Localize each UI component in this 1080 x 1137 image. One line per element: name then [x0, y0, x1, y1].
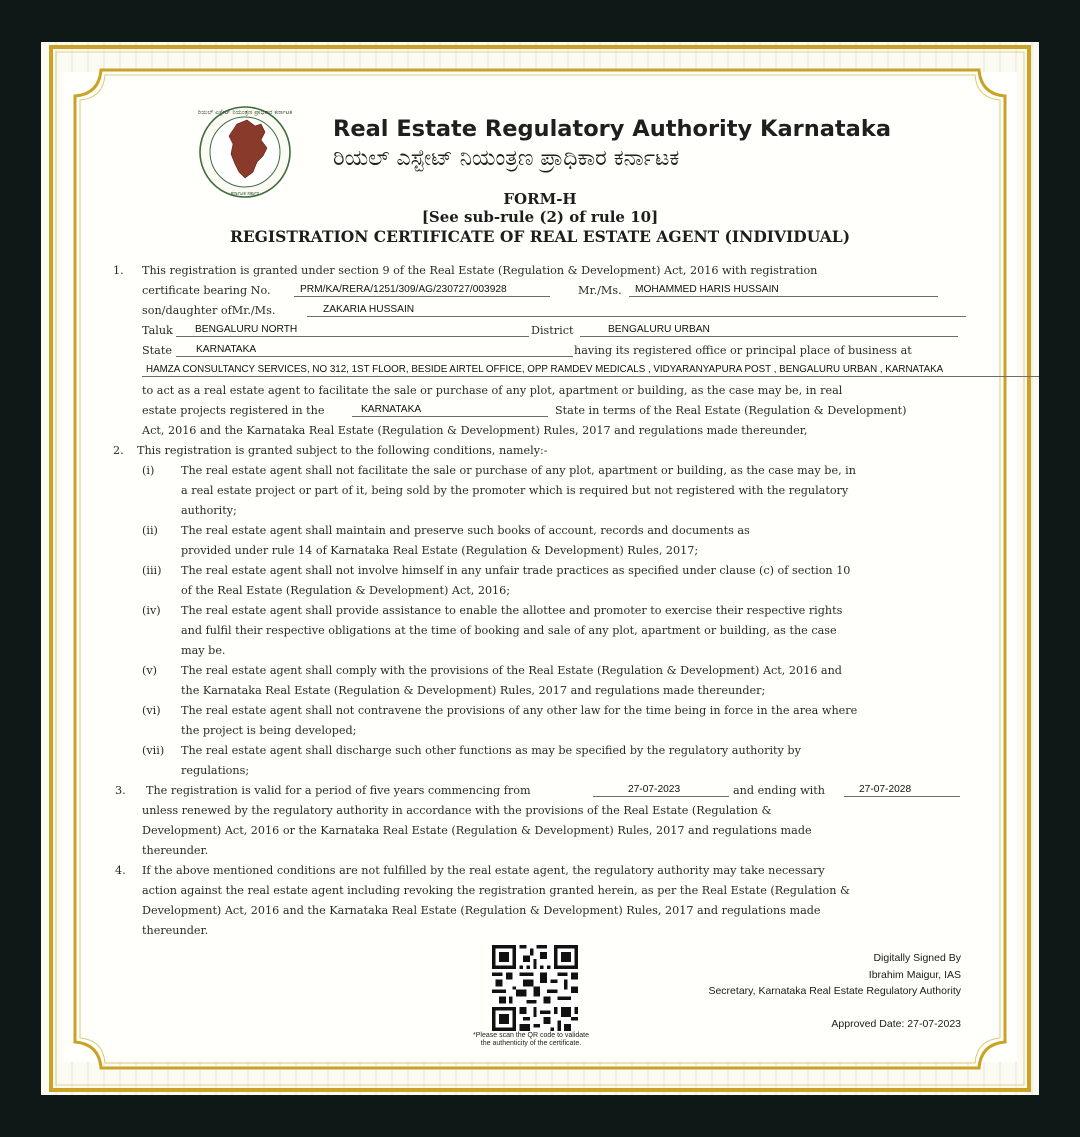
certificate-number: PRM/KA/RERA/1251/309/AG/230727/003928 — [300, 284, 507, 295]
underline — [580, 336, 958, 337]
qr-note-line: *Please scan the QR code to validate — [473, 1032, 589, 1039]
agent-name: MOHAMMED HARIS HUSSAIN — [635, 284, 779, 295]
section-text: to act as a real estate agent to facilitate the sale or purchase of any plot, apartment or building, as the case may be, in real — [142, 384, 843, 397]
approved-date: Approved Date: 27-07-2023 — [831, 1018, 961, 1030]
condition-text: regulations; — [181, 764, 250, 777]
condition-text: provided under rule 14 of Karnataka Real Estate (Regulation & Development) Rules, 2017; — [181, 544, 699, 557]
underline — [176, 336, 529, 337]
condition-text: and fulfil their respective obligations at the time of booking and sale of any plot, apartment or building, as the case — [181, 624, 837, 637]
taluk-value: BENGALURU NORTH — [195, 324, 298, 335]
condition-text: authority; — [181, 504, 237, 517]
logo-ring-text-bottom: ಕರ್ನಾಟಕ ಸರ್ಕಾರ — [230, 191, 260, 197]
condition-text: may be. — [181, 644, 226, 657]
condition-text: The real estate agent shall discharge such other functions as may be specified by the regulatory authority by — [181, 744, 801, 757]
end-date: 27-07-2028 — [859, 784, 912, 795]
section-number: 4. — [115, 864, 126, 877]
condition-number: (ii) — [142, 524, 158, 537]
qr-note-line: the authenticity of the certificate. — [480, 1040, 582, 1047]
underline — [844, 796, 960, 797]
underline — [142, 376, 1039, 377]
rera-karnataka-logo — [181, 104, 311, 200]
taluk-label: Taluk — [142, 324, 173, 337]
section-intro: This registration is granted subject to the following conditions, namely:- — [137, 444, 548, 457]
section-number: 1. — [113, 264, 124, 277]
logo-ring-text: ರಿಯಲ್ ಎಸ್ಟೇಟ್ ನಿಯಂತ್ರಣ ಪ್ರಾಧಿಕಾರ ಕರ್ನಾಟಕ — [197, 109, 293, 116]
section-text: The registration is valid for a period of five years commencing from — [146, 784, 531, 797]
section-text: Act, 2016 and the Karnataka Real Estate (Regulation & Development) Rules, 2017 and regulations made thereunder, — [142, 424, 808, 437]
condition-text: of the Real Estate (Regulation & Development) Act, 2016; — [181, 584, 511, 597]
condition-text: the project is being developed; — [181, 724, 357, 737]
section-text: Development) Act, 2016 or the Karnataka Real Estate (Regulation & Development) Rules, 2017 and regulations made — [142, 824, 812, 837]
section-text: unless renewed by the regulatory authority in accordance with the provisions of the Real Estate (Regulation & — [142, 804, 772, 817]
certificate-sheet — [41, 42, 1039, 1095]
project-state: KARNATAKA — [361, 404, 422, 415]
section-text: and ending with — [733, 784, 825, 797]
section-text: thereunder. — [142, 924, 209, 937]
section-number: 3. — [115, 784, 126, 797]
underline — [307, 316, 966, 317]
parent-name: ZAKARIA HUSSAIN — [323, 304, 415, 315]
condition-number: (i) — [142, 464, 155, 477]
qr-code[interactable] — [492, 945, 578, 1031]
underline — [629, 296, 938, 297]
condition-text: The real estate agent shall not contravene the provisions of any other law for the time being in force in the area where — [181, 704, 858, 717]
signatory-name: Ibrahim Maigur, IAS — [868, 969, 961, 981]
condition-text: The real estate agent shall maintain and preserve such books of account, records and documents as — [181, 524, 750, 537]
state-value: KARNATAKA — [196, 344, 257, 355]
condition-number: (vii) — [142, 744, 165, 757]
section-text: State in terms of the Real Estate (Regulation & Development) — [555, 404, 907, 417]
son-daughter-label: son/daughter ofMr./Ms. — [142, 304, 276, 317]
digital-signature-label: Digitally Signed By — [873, 952, 961, 964]
condition-number: (iv) — [142, 604, 161, 617]
section-text: This registration is granted under section 9 of the Real Estate (Regulation & Development) Act, 2016 with registration — [142, 264, 818, 277]
business-address: HAMZA CONSULTANCY SERVICES, NO 312, 1ST FLOOR, BESIDE AIRTEL OFFICE, OPP RAMDEV MEDICALS , VIDYARANYAPURA POST , BENGALURU URBAN , KARNATAKA — [146, 364, 944, 375]
authority-title-english: Real Estate Regulatory Authority Karnataka — [333, 116, 892, 142]
section-text: If the above mentioned conditions are not fulfilled by the real estate agent, the regulatory authority may take necessary — [142, 864, 825, 877]
condition-number: (vi) — [142, 704, 161, 717]
signatory-designation: Secretary, Karnataka Real Estate Regulatory Authority — [708, 985, 961, 997]
state-label: State — [142, 344, 172, 357]
underline — [176, 356, 573, 357]
underline — [294, 296, 550, 297]
start-date: 27-07-2023 — [628, 784, 681, 795]
condition-text: The real estate agent shall not facilitate the sale or purchase of any plot, apartment or building, as the case may be, in — [181, 464, 856, 477]
underline — [593, 796, 729, 797]
condition-text: the Karnataka Real Estate (Regulation & Development) Rules, 2017 and regulations made thereunder; — [181, 684, 766, 697]
district-label: District — [531, 324, 574, 337]
section-number: 2. — [113, 444, 124, 457]
authority-title-kannada: ರಿಯಲ್ ಎಸ್ಟೇಟ್ ನಿಯಂತ್ರಣ ಪ್ರಾಧಿಕಾರ ಕರ್ನಾಟಕ — [333, 146, 680, 171]
section-text: action against the real estate agent including revoking the registration granted herein, as per the Real Estate (Regulation & — [142, 884, 850, 897]
condition-number: (v) — [142, 664, 158, 677]
section-text: Development) Act, 2016 and the Karnataka Real Estate (Regulation & Development) Rules, 2017 and regulations made — [142, 904, 821, 917]
section-text: estate projects registered in the — [142, 404, 325, 417]
office-text: having its registered office or principal place of business at — [574, 344, 912, 357]
certificate-title: REGISTRATION CERTIFICATE OF REAL ESTATE AGENT (INDIVIDUAL) — [229, 227, 851, 246]
district-value: BENGALURU URBAN — [608, 324, 710, 335]
condition-text: The real estate agent shall not involve himself in any unfair trade practices as specified under clause (c) of section 10 — [181, 564, 851, 577]
sub-rule: [See sub-rule (2) of rule 10] — [421, 208, 659, 226]
mr-ms-label: Mr./Ms. — [578, 284, 622, 297]
condition-text: The real estate agent shall comply with the provisions of the Real Estate (Regulation & Development) Act, 2016 and — [181, 664, 842, 677]
form-name: FORM-H — [503, 190, 577, 208]
section-text: thereunder. — [142, 844, 209, 857]
condition-number: (iii) — [142, 564, 162, 577]
underline — [352, 416, 548, 417]
qr-validation-note — [441, 1032, 621, 1048]
condition-text: The real estate agent shall provide assistance to enable the allottee and promoter to exercise their respective rights — [181, 604, 843, 617]
cert-label: certificate bearing No. — [142, 284, 271, 297]
condition-text: a real estate project or part of it, being sold by the promoter which is required but not registered with the regulatory — [181, 484, 849, 497]
